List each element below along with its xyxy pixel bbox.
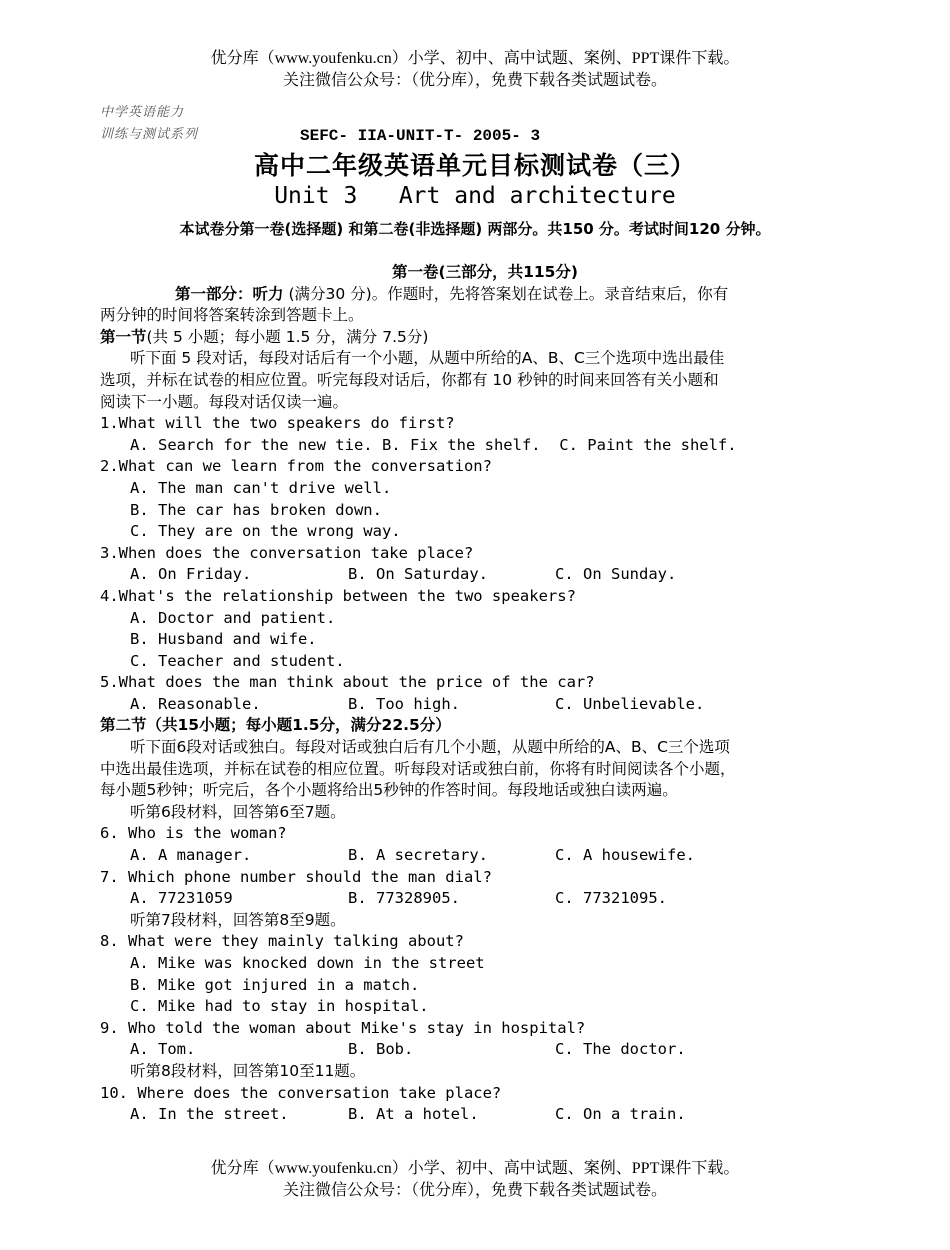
question-1-options [100,435,870,457]
question-6: 6. Who is the woman? [100,824,287,843]
question-1: 1.What will the two speakers do first? [100,414,455,433]
question-4: 4.What's the relationship between the two speakers? [100,586,576,605]
option-c: C. Unbelievable. [555,694,705,713]
option-a: A. The man can't drive well. [130,478,392,497]
exam-code: SEFC- IIA-UNIT-T- 2005- 3 [300,127,541,145]
question-10-options [100,1104,870,1126]
option-b: B. A secretary. [348,846,488,865]
option-a: A. 77231059 [130,889,233,908]
part1-text-1: (满分30 分)。作题时，先将答案划在试卷上。录音结束后，你有 [288,284,729,303]
option-c: C. On Sunday. [555,565,677,584]
section2-instr-1: 听下面6段对话或独白。每段对话或独白后有几个小题，从题中所给的A、B、C三个选项 [130,738,730,757]
section1-instr-1: 听下面 5 段对话，每段对话后有一个小题，从题中所给的A、B、C三个选项中选出最佳 [130,349,725,368]
question-5-options [100,694,870,716]
option-a: A. Search for the new tie. [130,435,373,454]
section1-info: (共 5 小题；每小题 1.5 分，满分 7.5分) [146,327,429,346]
option-a: A. Tom. [130,1040,196,1059]
option-b: B. Too high. [348,694,460,713]
option-b: B. Bob. [348,1040,414,1059]
question-7-options [100,888,870,910]
question-7: 7. Which phone number should the man dial? [100,867,492,886]
volume-heading: 第一卷(三部分，共115分) [391,263,579,281]
question-3: 3.When does the conversation take place? [100,543,474,562]
option-c: C. Mike had to stay in hospital. [130,997,429,1016]
question-8: 8. What were they mainly talking about? [100,932,464,951]
option-a: A. On Friday. [130,565,252,584]
option-a: A. A manager. [130,846,252,865]
material-8-note: 听第8段材料，回答第10至11题。 [130,1061,366,1080]
question-6-options [100,845,870,867]
exam-title: 高中二年级英语单元目标测试卷（三） [253,151,696,180]
exam-body [100,262,870,1126]
material-7-note: 听第7段材料，回答第8至9题。 [130,910,346,929]
option-b: B. At a hotel. [348,1105,479,1124]
option-a: A. In the street. [130,1105,289,1124]
exam-intro: 本试卷分第一卷(选择题) 和第二卷(非选择题) 两部分。共150 分。考试时间120 分钟。 [179,220,771,238]
series-line-2: 训练与测试系列 [100,127,199,142]
section1-heading: 第一节 [100,327,147,346]
option-a: A. Doctor and patient. [130,608,336,627]
series-label [100,102,198,146]
section1-line [100,327,870,349]
question-5: 5.What does the man think about the price of the car? [100,673,595,692]
question-2: 2.What can we learn from the conversation? [100,457,492,476]
option-c: C. A housewife. [555,846,695,865]
option-b: B. 77328905. [348,889,460,908]
question-9-options [100,1039,870,1061]
option-b: B. The car has broken down. [130,500,382,519]
option-c: C. Teacher and student. [130,651,345,670]
option-a: A. Mike was knocked down in the street [130,954,485,972]
option-c: C. On a train. [555,1105,686,1124]
part1-text-2: 两分钟的时间将答案转涂到答题卡上。 [100,306,364,325]
option-b: B. Mike got injured in a match. [130,975,420,994]
section2-heading: 第二节（共15小题；每小题1.5分，满分22.5分） [100,716,451,735]
unit-subtitle: Unit 3 Art and architecture [274,183,676,209]
option-c: C. 77321095. [555,889,667,908]
part1-line-1 [100,284,870,306]
option-b: B. On Saturday. [348,565,488,584]
section1-instr-2: 选项，并标在试卷的相应位置。听完每段对话后，你都有 10 秒钟的时间来回答有关小题和 [100,370,719,389]
option-c: C. Paint the shelf. [559,435,737,454]
header-line-1: 优分库（www.youfenku.cn）小学、初中、高中试题、案例、PPT课件下载。 [210,50,740,67]
series-line-1: 中学英语能力 [100,105,185,120]
option-c: C. They are on the wrong way. [130,522,401,541]
option-c: C. The doctor. [555,1040,686,1059]
footer-line-2: 关注微信公众号：（优分库），免费下载各类试题试卷。 [282,1182,667,1199]
footer-line-1: 优分库（www.youfenku.cn）小学、初中、高中试题、案例、PPT课件下载。 [210,1160,740,1177]
question-3-options [100,564,870,586]
material-6-note: 听第6段材料，回答第6至7题。 [130,802,346,821]
question-10: 10. Where does the conversation take place? [100,1083,502,1102]
option-b: B. Husband and wife. [130,630,317,649]
option-a: A. Reasonable. [130,694,261,713]
question-9: 9. Who told the woman about Mike's stay in hospital? [100,1018,586,1037]
page-footer [0,1158,950,1202]
page-header [0,48,950,92]
section2-instr-2: 中选出最佳选项，并标在试卷的相应位置。听每段对话或独白前，你将有时间阅读各个小题， [100,759,736,778]
section1-instr-3: 阅读下一小题。每段对话仅读一遍。 [100,392,349,411]
option-b: B. Fix the shelf. [381,435,541,454]
section2-instr-3: 每小题5秒钟；听完后，各个小题将给出5秒钟的作答时间。每段地话或独白读两遍。 [100,781,678,800]
header-line-2: 关注微信公众号：（优分库），免费下载各类试题试卷。 [282,72,667,89]
part1-heading: 第一部分：听力 [175,284,284,303]
